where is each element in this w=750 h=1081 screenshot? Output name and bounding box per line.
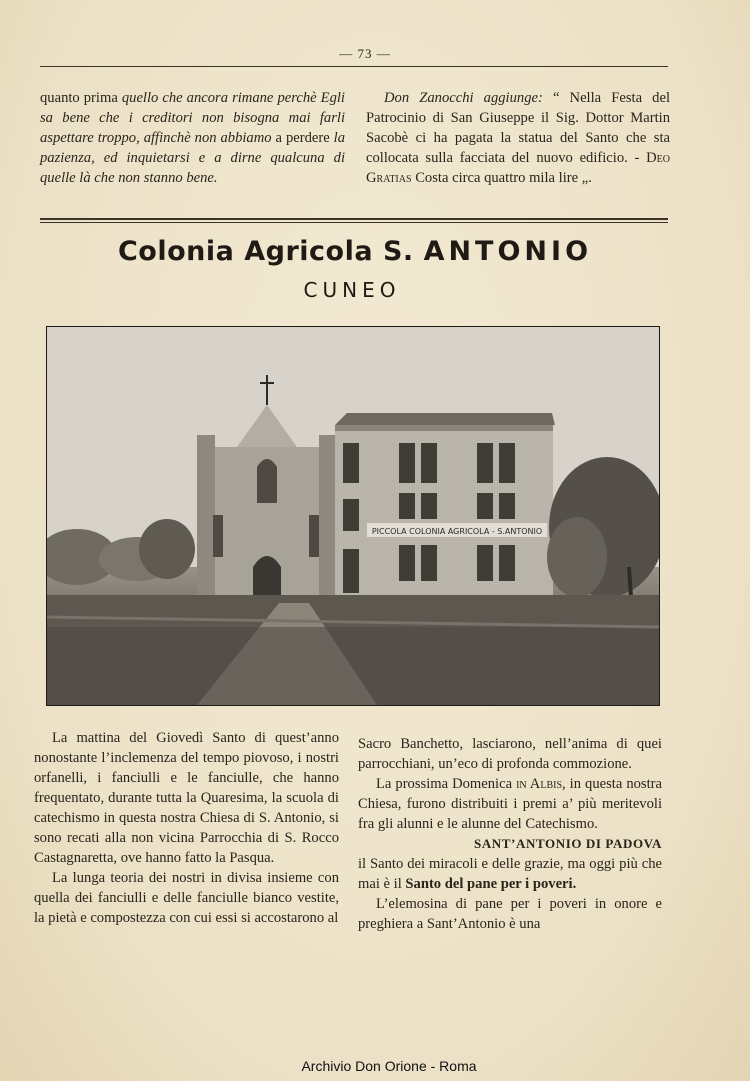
paragraph: [358, 854, 662, 894]
segment-small-caps: Deo Gratias: [366, 150, 670, 186]
top-right-paragraph: [366, 88, 670, 188]
top-left-column: [40, 88, 345, 188]
segment-bold: Santo del pane per i poveri.: [405, 876, 577, 892]
paragraph: L’elemosina di pane per i poveri in onore e preghiera a Sant’Antonio è una: [358, 896, 662, 932]
segment: La prossima Domenica: [376, 776, 517, 792]
bottom-right-column: [358, 734, 662, 934]
building-icon: [335, 413, 555, 613]
paragraph: La lunga teoria dei nostri in divisa insieme con quella dei fanciulli e delle fanciulle bianco vestite, la pietà e compostezza con cui essi si accostarono al: [34, 870, 339, 926]
top-left-paragraph: [40, 88, 345, 188]
segment: a perdere: [271, 130, 334, 146]
title-part: Colonia Agricola S.: [117, 236, 424, 267]
article-title: [0, 236, 710, 267]
segment: , in questa nostra Chiesa, furono distribuiti i premi a’ più meritevoli fra gli alunni e le alunne del Catechismo.: [358, 776, 662, 832]
photo-illustration: [47, 327, 659, 705]
segment-small-caps: in Albis: [516, 776, 563, 792]
top-right-column: [366, 88, 670, 188]
building-sign: PICCOLA COLONIA AGRICOLA - S.ANTONIO: [371, 527, 543, 536]
section-heading: SANT’ANTONIO DI PADOVA: [473, 836, 662, 851]
paragraph: [358, 774, 662, 834]
paragraph: Sacro Banchetto, lasciarono, nell’anima di quei parrocchiani, un’eco di profonda commozione.: [358, 736, 662, 772]
archive-footer: Archivio Don Orione - Roma: [301, 1058, 477, 1074]
top-rule: [40, 66, 668, 67]
segment: Costa circa quattro mila lire „.: [411, 170, 592, 186]
article-subtitle: CUNEO: [303, 278, 401, 302]
section-rule-thick: [40, 218, 668, 220]
segment-italic: la pazienza, ed inquietarsi e a dirne qualcuna di quelle là che non stanno bene.: [40, 130, 346, 186]
segment: “ Nella Festa del Patrocinio di San Giuseppe il Sig. Dottor Martin Sacobè ci ha pagata la statua del Santo che sta collocata sulla facciata del nuovo edificio. -: [366, 90, 670, 166]
segment-italic: quello che ancora rimane perchè Egli sa bene che i creditori non bisogna mai farli aspettare troppo, affinchè non abbiamo: [40, 90, 345, 146]
bottom-left-column: [34, 728, 339, 928]
building-photograph: [46, 326, 660, 706]
page-number: — 73 —: [339, 46, 391, 61]
segment: il Santo dei miracoli e delle grazie, ma oggi più che mai è il: [358, 856, 662, 892]
segment: quanto prima: [40, 90, 122, 106]
section-rule-thin: [40, 222, 668, 223]
segment-italic: Don Zanocchi aggiunge:: [384, 90, 543, 106]
paragraph: La mattina del Giovedì Santo di quest’anno nonostante l’inclemenza del tempo piovoso, i nostri orfanelli, i fanciulli e le fanciulle, che hanno frequentato, durante tutta la Quaresima, la scuola di catechismo in questa nostra Chiesa di S. Antonio, si sono recati alla non vicina Parrocchia di S. Rocco Castagnaretta, ove hanno fatto la Pasqua.: [34, 730, 339, 866]
title-part-spaced: ANTONIO: [423, 236, 593, 267]
